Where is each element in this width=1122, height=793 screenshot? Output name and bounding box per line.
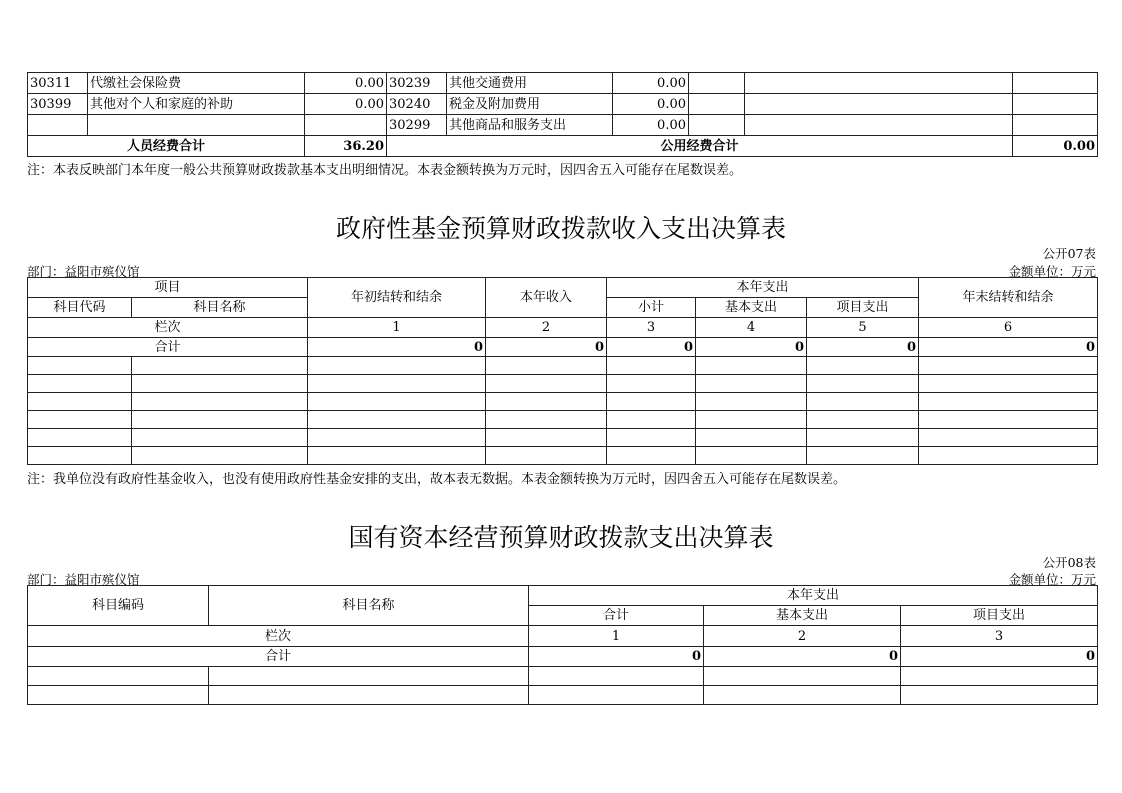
column-number-row bbox=[28, 626, 1098, 647]
column-number: 4 bbox=[696, 318, 807, 338]
header-item: 项目 bbox=[28, 278, 308, 298]
column-number: 2 bbox=[486, 318, 607, 338]
total-label: 合计 bbox=[28, 647, 529, 667]
amount-unit-label: 金额单位：万元 bbox=[1008, 264, 1096, 279]
table-row bbox=[28, 375, 1098, 393]
empty-cell bbox=[745, 73, 1013, 94]
empty-cell bbox=[745, 94, 1013, 115]
basic-expenditure-detail-table bbox=[27, 72, 1098, 157]
header-begin-balance: 年初结转和结余 bbox=[308, 278, 486, 318]
empty-cell bbox=[1013, 115, 1098, 136]
header-project: 项目支出 bbox=[807, 298, 919, 318]
total-label: 合计 bbox=[28, 338, 308, 357]
header-end-balance: 年末结转和结余 bbox=[919, 278, 1098, 318]
table-row bbox=[28, 686, 1098, 705]
header-subject-name: 科目名称 bbox=[209, 586, 529, 626]
header-basic: 基本支出 bbox=[704, 606, 901, 626]
empty-cell bbox=[689, 73, 745, 94]
table-row bbox=[28, 115, 1098, 136]
amount-cell: 0.00 bbox=[613, 73, 689, 94]
amount-cell: 0.00 bbox=[305, 94, 387, 115]
column-number: 1 bbox=[308, 318, 486, 338]
table-row bbox=[28, 447, 1098, 465]
name-cell: 其他对个人和家庭的补助 bbox=[88, 94, 305, 115]
header-total: 合计 bbox=[529, 606, 704, 626]
header-row bbox=[28, 278, 1098, 298]
total-value: 0 bbox=[486, 338, 607, 357]
header-subtotal: 小计 bbox=[607, 298, 696, 318]
table-row bbox=[28, 73, 1098, 94]
code-cell: 30311 bbox=[28, 73, 88, 94]
amount-cell: 0.00 bbox=[305, 73, 387, 94]
code-cell: 30240 bbox=[387, 94, 447, 115]
header-subject-code: 科目代码 bbox=[28, 298, 132, 318]
table-row bbox=[28, 357, 1098, 375]
empty-cell bbox=[1013, 73, 1098, 94]
amount-unit-label: 金额单位：万元 bbox=[1008, 572, 1096, 587]
header-project: 项目支出 bbox=[901, 606, 1098, 626]
table-row bbox=[28, 411, 1098, 429]
empty-cell bbox=[689, 94, 745, 115]
total-value: 0 bbox=[607, 338, 696, 357]
name-cell bbox=[88, 115, 305, 136]
code-cell: 30239 bbox=[387, 73, 447, 94]
state-capital-table bbox=[27, 585, 1098, 705]
column-number: 3 bbox=[901, 626, 1098, 647]
total-value: 0 bbox=[704, 647, 901, 667]
personnel-total-label: 人员经费合计 bbox=[28, 136, 305, 157]
amount-cell: 0.00 bbox=[613, 115, 689, 136]
column-number: 6 bbox=[919, 318, 1098, 338]
section-title: 国有资本经营预算财政拨款支出决算表 bbox=[348, 523, 774, 552]
total-value: 0 bbox=[901, 647, 1098, 667]
department-label: 部门：益阳市殡仪馆 bbox=[27, 264, 140, 279]
total-row bbox=[28, 647, 1098, 667]
code-cell: 30399 bbox=[28, 94, 88, 115]
column-number: 2 bbox=[704, 626, 901, 647]
personnel-total-value: 36.20 bbox=[305, 136, 387, 157]
column-number: 1 bbox=[529, 626, 704, 647]
amount-cell: 0.00 bbox=[613, 94, 689, 115]
name-cell: 税金及附加费用 bbox=[447, 94, 613, 115]
total-value: 0 bbox=[529, 647, 704, 667]
code-cell: 30299 bbox=[387, 115, 447, 136]
form-number: 公开07表 bbox=[1042, 246, 1096, 261]
empty-cell bbox=[1013, 94, 1098, 115]
empty-cell bbox=[745, 115, 1013, 136]
total-row bbox=[28, 338, 1098, 357]
government-fund-table bbox=[27, 277, 1098, 465]
name-cell: 其他交通费用 bbox=[447, 73, 613, 94]
header-expenditure: 本年支出 bbox=[607, 278, 919, 298]
header-basic: 基本支出 bbox=[696, 298, 807, 318]
total-value: 0 bbox=[696, 338, 807, 357]
name-cell: 代缴社会保险费 bbox=[88, 73, 305, 94]
amount-cell bbox=[305, 115, 387, 136]
section-title: 政府性基金预算财政拨款收入支出决算表 bbox=[335, 214, 786, 243]
header-expenditure: 本年支出 bbox=[529, 586, 1098, 606]
header-subject-name: 科目名称 bbox=[132, 298, 308, 318]
table-row bbox=[28, 667, 1098, 686]
table-row bbox=[28, 94, 1098, 115]
department-label: 部门：益阳市殡仪馆 bbox=[27, 572, 140, 587]
header-subject-code: 科目编码 bbox=[28, 586, 209, 626]
header-row bbox=[28, 586, 1098, 606]
code-cell bbox=[28, 115, 88, 136]
empty-cell bbox=[689, 115, 745, 136]
totals-row bbox=[28, 136, 1098, 157]
table-note: 注：本表反映部门本年度一般公共预算财政拨款基本支出明细情况。本表金额转换为万元时，因四舍五入可能存在尾数误差。 bbox=[27, 163, 743, 178]
column-number-row bbox=[28, 318, 1098, 338]
total-value: 0 bbox=[807, 338, 919, 357]
total-value: 0 bbox=[308, 338, 486, 357]
public-total-value: 0.00 bbox=[1013, 136, 1098, 157]
column-label: 栏次 bbox=[28, 318, 308, 338]
header-income: 本年收入 bbox=[486, 278, 607, 318]
table-note: 注：我单位没有政府性基金收入，也没有使用政府性基金安排的支出，故本表无数据。本表金额转换为万元时，因四舍五入可能存在尾数误差。 bbox=[27, 472, 847, 487]
column-number: 5 bbox=[807, 318, 919, 338]
column-label: 栏次 bbox=[28, 626, 529, 647]
public-total-label: 公用经费合计 bbox=[387, 136, 1013, 157]
form-number: 公开08表 bbox=[1042, 555, 1096, 570]
column-number: 3 bbox=[607, 318, 696, 338]
table-row bbox=[28, 393, 1098, 411]
name-cell: 其他商品和服务支出 bbox=[447, 115, 613, 136]
table-row bbox=[28, 429, 1098, 447]
total-value: 0 bbox=[919, 338, 1098, 357]
